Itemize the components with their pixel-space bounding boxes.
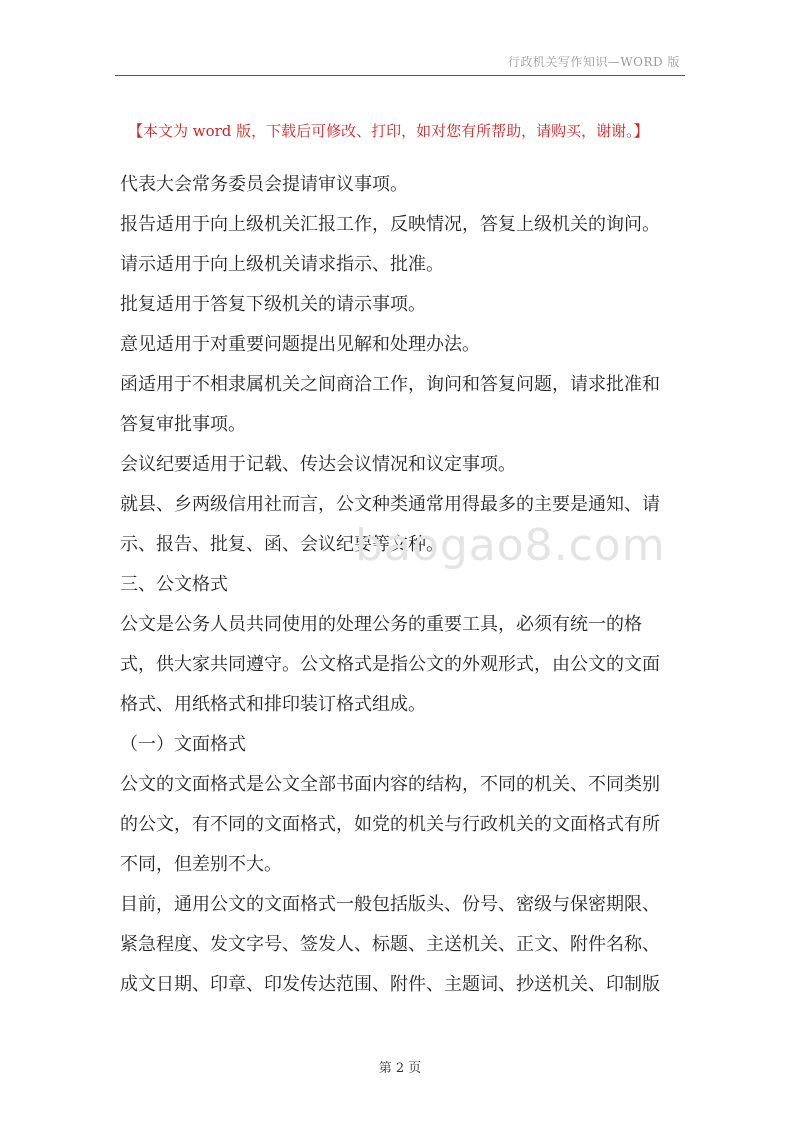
header-title: 行政机关写作知识—WORD 版: [507, 55, 680, 69]
text-line: 批复适用于答复下级机关的请示事项。: [120, 294, 426, 315]
text-line: 目前，通用公文的文面格式一般包括版头、份号、密级与保密期限、: [120, 894, 660, 915]
text-line: 会议纪要适用于记载、传达会议情况和议定事项。: [120, 454, 516, 475]
text-line: 意见适用于对重要问题提出见解和处理办法。: [120, 334, 480, 355]
header-divider: [115, 75, 685, 76]
text-line: 函适用于不相隶属机关之间商洽工作，询问和答复问题，请求批准和: [120, 374, 660, 395]
text-line: 的公文，有不同的文面格式，如党的机关与行政机关的文面格式有所: [120, 814, 660, 835]
section-heading: 三、公文格式: [120, 574, 228, 595]
document-body: [120, 165, 700, 1005]
page-number: 第 2 页: [378, 1061, 422, 1076]
text-line: 成文日期、印章、印发传达范围、附件、主题词、抄送机关、印制版: [120, 974, 660, 995]
text-line: 不同，但差别不大。: [120, 854, 282, 875]
text-line: 紧急程度、发文字号、签发人、标题、主送机关、正文、附件名称、: [120, 934, 660, 955]
text-line: 报告适用于向上级机关汇报工作，反映情况，答复上级机关的询问。: [120, 214, 660, 235]
text-line: 就县、乡两级信用社而言，公文种类通常用得最多的主要是通知、请: [120, 494, 660, 515]
text-line: 公文是公务人员共同使用的处理公务的重要工具，必须有统一的格: [120, 614, 642, 635]
text-line: 请示适用于向上级机关请求指示、批准。: [120, 254, 444, 275]
text-line: 式，供大家共同遵守。公文格式是指公文的外观形式，由公文的文面: [120, 654, 660, 675]
purchase-notice: 【本文为 word 版，下载后可修改、打印，如对您有所帮助，请购买，谢谢。】: [128, 122, 649, 140]
text-line: 示、报告、批复、函、会议纪要等文种。: [120, 534, 444, 555]
subsection-heading: （一）文面格式: [120, 734, 246, 755]
text-line: 代表大会常务委员会提请审议事项。: [120, 174, 408, 195]
watermark: baogao8.com: [355, 520, 666, 571]
text-line: 格式、用纸格式和排印装订格式组成。: [120, 694, 426, 715]
text-line: 公文的文面格式是公文全部书面内容的结构，不同的机关、不同类别: [120, 774, 660, 795]
text-line: 答复审批事项。: [120, 414, 246, 435]
